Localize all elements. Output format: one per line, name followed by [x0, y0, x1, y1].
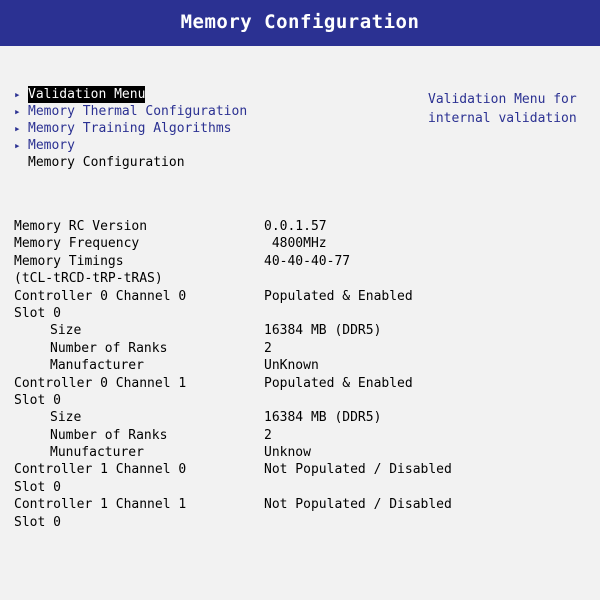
page-title: Memory Configuration — [180, 11, 420, 33]
info-label: Number of Ranks — [50, 427, 168, 443]
info-label: Number of Ranks — [50, 340, 168, 356]
info-row — [14, 479, 586, 496]
chevron-right-icon: ▸ — [14, 105, 21, 118]
menu-item-1[interactable] — [14, 103, 414, 120]
info-label: Size — [50, 323, 82, 339]
info-value: 16384 MB (DDR5) — [264, 323, 382, 339]
menu-list — [14, 86, 414, 171]
info-row — [14, 514, 586, 531]
info-label: Slot 0 — [14, 392, 61, 408]
info-label: Munufacturer — [50, 445, 144, 461]
info-label: Slot 0 — [14, 479, 61, 495]
info-value: 0.0.1.57 — [264, 219, 327, 234]
info-label: Slot 0 — [14, 514, 61, 530]
info-label: Controller 1 Channel 1 — [14, 497, 187, 513]
chevron-right-icon: ▸ — [14, 139, 21, 152]
chevron-right-icon: ▸ — [14, 122, 21, 135]
info-row — [14, 392, 586, 409]
menu-item-0[interactable] — [14, 86, 414, 103]
info-value: Not Populated / Disabled — [264, 462, 452, 478]
menu-item-label: Memory Thermal Configuration — [28, 104, 248, 119]
menu-item-label: Memory — [28, 138, 75, 153]
info-row — [14, 409, 586, 426]
info-row — [14, 461, 586, 478]
spacer-icon — [14, 154, 28, 171]
info-row — [14, 375, 586, 392]
chevron-right-icon: ▸ — [14, 88, 21, 101]
info-row — [14, 322, 586, 339]
info-row — [14, 270, 586, 287]
info-row — [14, 427, 586, 444]
info-label: Controller 1 Channel 0 — [14, 462, 187, 478]
menu-item-4 — [14, 154, 414, 171]
memory-info-table — [14, 218, 586, 531]
info-row — [14, 218, 586, 235]
info-value: 2 — [264, 340, 272, 356]
info-value: Unknow — [264, 445, 311, 461]
info-row — [14, 340, 586, 357]
menu-item-label: Validation Menu — [28, 87, 146, 102]
menu-item-3[interactable] — [14, 137, 414, 154]
info-label: Memory RC Version — [14, 219, 148, 234]
info-label: Controller 0 Channel 0 — [14, 288, 187, 304]
info-row — [14, 444, 586, 461]
menu-item-label: Memory Configuration — [28, 155, 185, 170]
info-row — [14, 305, 586, 322]
info-label: Controller 0 Channel 1 — [14, 375, 187, 391]
menu-item-label: Memory Training Algorithms — [28, 121, 232, 136]
info-label: Memory Frequency — [14, 236, 140, 252]
info-value: Populated & Enabled — [264, 375, 413, 391]
info-value: 4800MHz — [264, 236, 327, 252]
info-value: UnKnown — [264, 358, 319, 374]
info-label: (tCL-tRCD-tRP-tRAS) — [14, 271, 163, 287]
info-value: 16384 MB (DDR5) — [264, 410, 382, 426]
info-value: Populated & Enabled — [264, 288, 413, 304]
menu-item-2[interactable] — [14, 120, 414, 137]
info-row — [14, 235, 586, 252]
info-label: Slot 0 — [14, 305, 61, 321]
help-text: Validation Menu for internal validation — [428, 92, 585, 126]
info-row — [14, 288, 586, 305]
info-row — [14, 496, 586, 513]
info-value: 2 — [264, 427, 272, 443]
info-value: 40-40-40-77 — [264, 253, 351, 269]
info-label: Size — [50, 410, 82, 426]
title-bar — [0, 0, 600, 44]
info-row — [14, 357, 586, 374]
info-label: Manufacturer — [50, 358, 144, 374]
info-row — [14, 253, 586, 270]
title-divider — [0, 44, 600, 46]
info-value: Not Populated / Disabled — [264, 497, 452, 513]
info-label: Memory Timings — [14, 253, 124, 269]
